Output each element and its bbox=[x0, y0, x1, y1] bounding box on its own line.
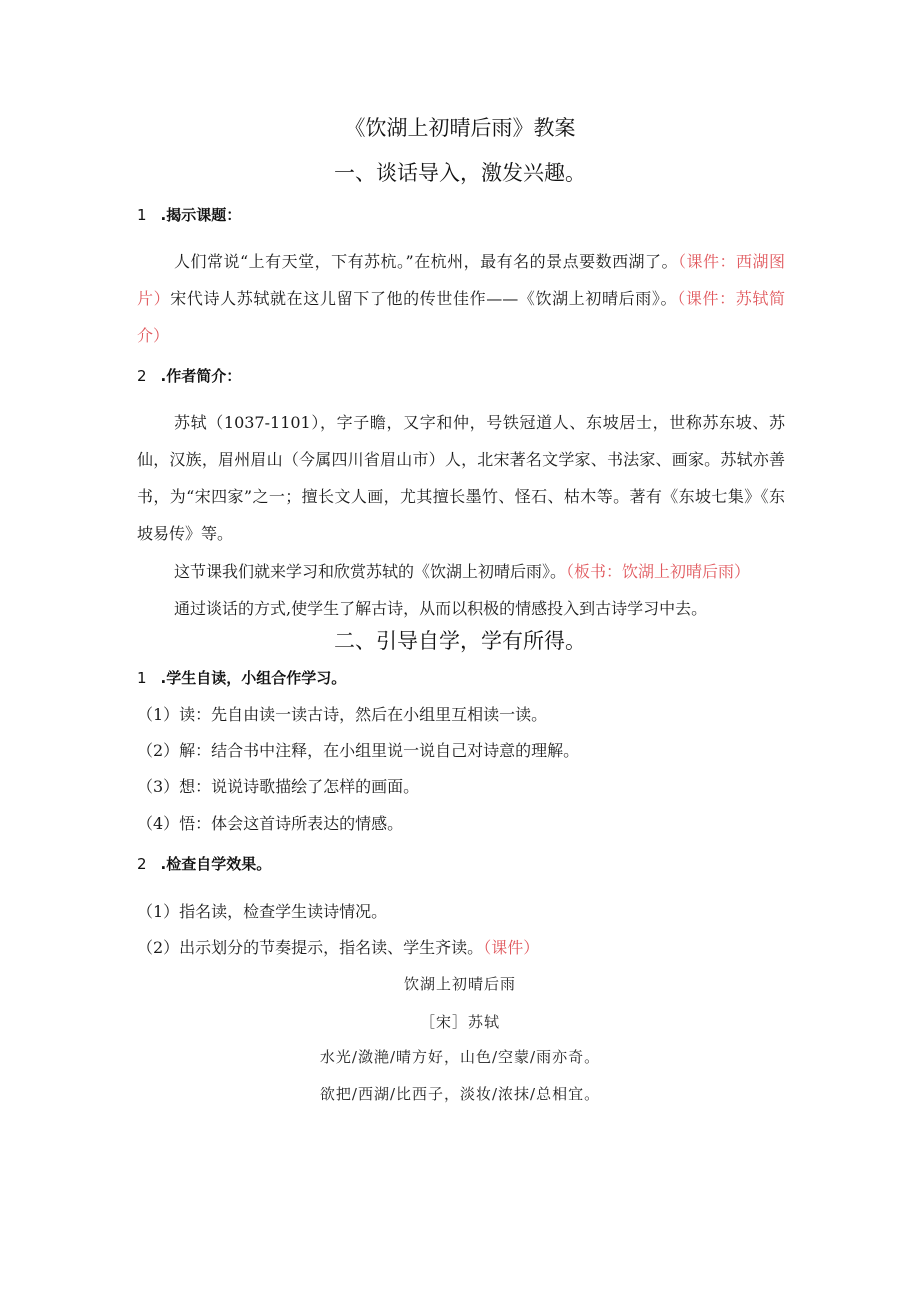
lesson-intro-paragraph bbox=[137, 553, 785, 590]
check-step-2-text: （2）出示划分的节奏提示，指名读、学生齐读。 bbox=[137, 938, 484, 957]
intro-paragraph bbox=[137, 243, 785, 354]
annotation-courseware-westlake: （课件：西湖图片） bbox=[137, 252, 785, 308]
item-label: .检查自学效果。 bbox=[160, 855, 272, 873]
poem-line-1: 水光/潋滟/晴方好，山色/空蒙/雨亦奇。 bbox=[319, 1048, 601, 1066]
check-step-2 bbox=[137, 937, 539, 959]
item-label: .揭示课题： bbox=[160, 206, 242, 224]
intro-text-2: 宋代诗人苏轼就在这儿留下了他的传世佳作——《饮湖上初晴后雨》。 bbox=[170, 289, 678, 308]
summary-paragraph: 通过谈话的方式,使学生了解古诗，从而以积极的情感投入到古诗学习中去。 bbox=[174, 599, 708, 618]
check-step-1: （1）指名读，检查学生读诗情况。 bbox=[137, 902, 388, 921]
item-number: 1 bbox=[137, 206, 147, 224]
step-imagine: （3）想：说说诗歌描绘了怎样的画面。 bbox=[137, 777, 420, 796]
item-label: .学生自读，小组合作学习。 bbox=[160, 669, 347, 687]
document-title: 《饮湖上初晴后雨》教案 bbox=[344, 116, 576, 140]
section-2-heading: 二、引导自学，学有所得。 bbox=[334, 629, 586, 653]
lesson-text: 这节课我们就来学习和欣赏苏轼的《饮湖上初晴后雨》。 bbox=[174, 562, 567, 581]
item-self-study bbox=[137, 667, 346, 689]
annotation-courseware: （课件） bbox=[483, 938, 540, 957]
poem-author: ［宋］苏轼 bbox=[419, 1013, 500, 1031]
item-label: .作者简介： bbox=[160, 367, 242, 385]
author-bio-paragraph: 苏轼（1037-1101），字子瞻，又字和仲，号铁冠道人、东坡居士，世称苏东坡、苏仙，汉族，眉州眉山（今属四川省眉山市）人，北宋著名文学家、书法家、画家。苏轼亦善书，为“宋四家”之一；擅长文人画，尤其擅长墨竹、怪石、枯木等。著有《东坡七集》《东坡易传》等。 bbox=[137, 413, 785, 543]
step-understand: （2）解：结合书中注释，在小组里说一说自己对诗意的理解。 bbox=[137, 741, 580, 760]
section-1-heading: 一、谈话导入，激发兴趣。 bbox=[334, 161, 586, 185]
poem-title: 饮湖上初晴后雨 bbox=[403, 975, 516, 993]
annotation-blackboard: （板书：饮湖上初晴后雨） bbox=[566, 562, 751, 581]
item-number: 1 bbox=[137, 669, 147, 687]
intro-text-1: 人们常说“上有天堂，下有苏杭。”在杭州，最有名的景点要数西湖了。 bbox=[174, 252, 679, 271]
item-number: 2 bbox=[137, 367, 147, 385]
annotation-courseware-sushi: （课件：苏轼简介） bbox=[137, 289, 785, 345]
step-comprehend: （4）悟：体会这首诗所表达的情感。 bbox=[137, 814, 404, 833]
item-reveal-topic bbox=[137, 204, 241, 226]
item-check-results bbox=[137, 853, 271, 875]
item-number: 2 bbox=[137, 855, 147, 873]
step-read: （1）读：先自由读一读古诗，然后在小组里互相读一读。 bbox=[137, 705, 548, 724]
poem-line-2: 欲把/西湖/比西子，淡妆/浓抹/总相宜。 bbox=[319, 1085, 601, 1103]
item-author-intro bbox=[137, 365, 241, 387]
